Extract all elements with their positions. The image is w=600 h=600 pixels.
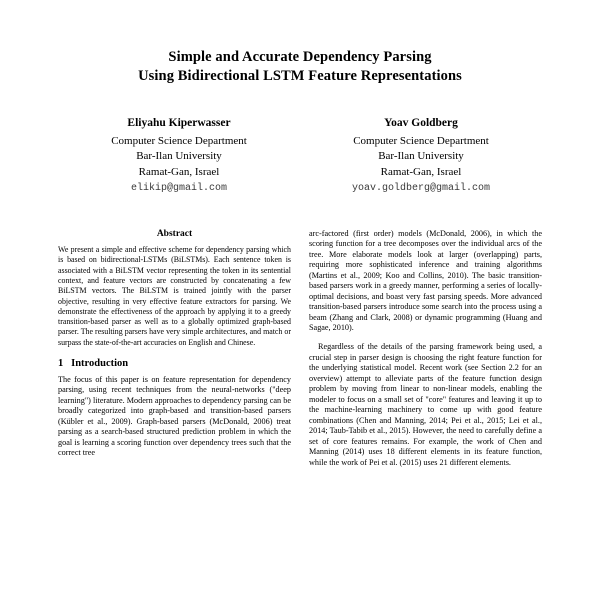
author-block: [58, 116, 542, 197]
paragraph-gap: [309, 334, 542, 342]
body-columns: [58, 229, 542, 469]
author-2-affiliation-2: Bar-Ilan University: [378, 150, 464, 162]
section-1-title: Introduction: [71, 358, 129, 370]
author-2: [300, 116, 542, 197]
abstract-body: We present a simple and effective scheme for dependency parsing which is based on bidirectional-LSTMs (BiLSTMs). Each sentence token is associated with a BiLSTM vector representing the token in its sentential context, and feature vectors are constructed by concatenating a few BiLSTM vectors. The BiLSTM is trained jointly with the parser objective, resulting in very effective feature extractors for parsing. We demonstrate the effectiveness of the approach by applying it to a greedy transition-based parser as well as to a globally optimized graph-based parser. The resulting parsers have very simple architectures, and match or surpass the state-of-the-art accuracies on English and Chinese.: [58, 245, 291, 347]
author-2-affiliation-1: Computer Science Department: [353, 134, 489, 147]
author-2-name: Yoav Goldberg: [384, 117, 458, 129]
paper-title-line-2: Using Bidirectional LSTM Feature Representations: [138, 68, 462, 84]
author-1-affiliation-1: Computer Science Department: [111, 134, 247, 147]
abstract-heading: Abstract: [156, 228, 193, 239]
author-1-affiliation-2: Bar-Ilan University: [136, 150, 222, 162]
right-column: [309, 229, 542, 469]
author-1-name: Eliyahu Kiperwasser: [127, 117, 231, 129]
section-1-paragraph-1: The focus of this paper is on feature representation for dependency parsing, using recent techniques from the neural-networks ("deep learning") literature. Modern approaches to dependency parsing can be broadly categorized into graph-based and transition-based parsers (Kübler et al., 2009). Graph-based parsers (McDonald, 2006) treat parsing as a search-based structured prediction problem in which the goal is learning a scoring function over dependency trees such that the correct tree: [58, 374, 291, 458]
right-column-paragraph-2: Regardless of the details of the parsing framework being used, a crucial step in parser design is choosing the right feature function for the underlying statistical model. Recent work (see Section 2.2 for an overview) attempt to alleviate parts of the feature function design problem by moving from linear to non-linear models, enabling the modeler to focus on a small set of "core" features and leaving it up to the machine-learning machinery to come up with good feature combinations (Chen and Manning, 2014; Pei et al., 2015; Lei et al., 2014; Taub-Tabib et al., 2015). However, the need to carefully define a set of core features remains. For example, the work of Chen and Manning (2014) uses 18 different elements in its feature function, while the work of Pei et al. (2015) uses 21 different elements.: [309, 341, 542, 467]
paper-title: [58, 48, 542, 86]
left-column: [58, 229, 291, 469]
author-2-email[interactable]: yoav.goldberg@gmail.com: [351, 183, 491, 194]
paper-title-line-1: Simple and Accurate Dependency Parsing: [168, 49, 432, 65]
right-column-paragraph-1: arc-factored (first order) models (McDonald, 2006), in which the scoring function for a tree decomposes over the individual arcs of the tree. More elaborate models look at larger (overlapping) parts, requiring more sophisticated inference and training algorithms (Martins et al., 2009; Koo and Collins, 2010). The basic transition-based parsers work in a greedy manner, performing a series of locally-optimal decisions, and boast very fast parsing speeds. More advanced transition-based parsers introduce some search into the process using a beam (Zhang and Clark, 2008) or dynamic programming (Huang and Sagae, 2010).: [309, 228, 542, 333]
author-2-affiliation-3: Ramat-Gan, Israel: [380, 165, 462, 178]
section-1-heading: [58, 359, 291, 370]
section-1-number: 1: [58, 358, 64, 370]
author-1-email[interactable]: elikip@gmail.com: [130, 183, 227, 194]
author-1-affiliation-3: Ramat-Gan, Israel: [138, 165, 220, 178]
author-1: [58, 116, 300, 197]
